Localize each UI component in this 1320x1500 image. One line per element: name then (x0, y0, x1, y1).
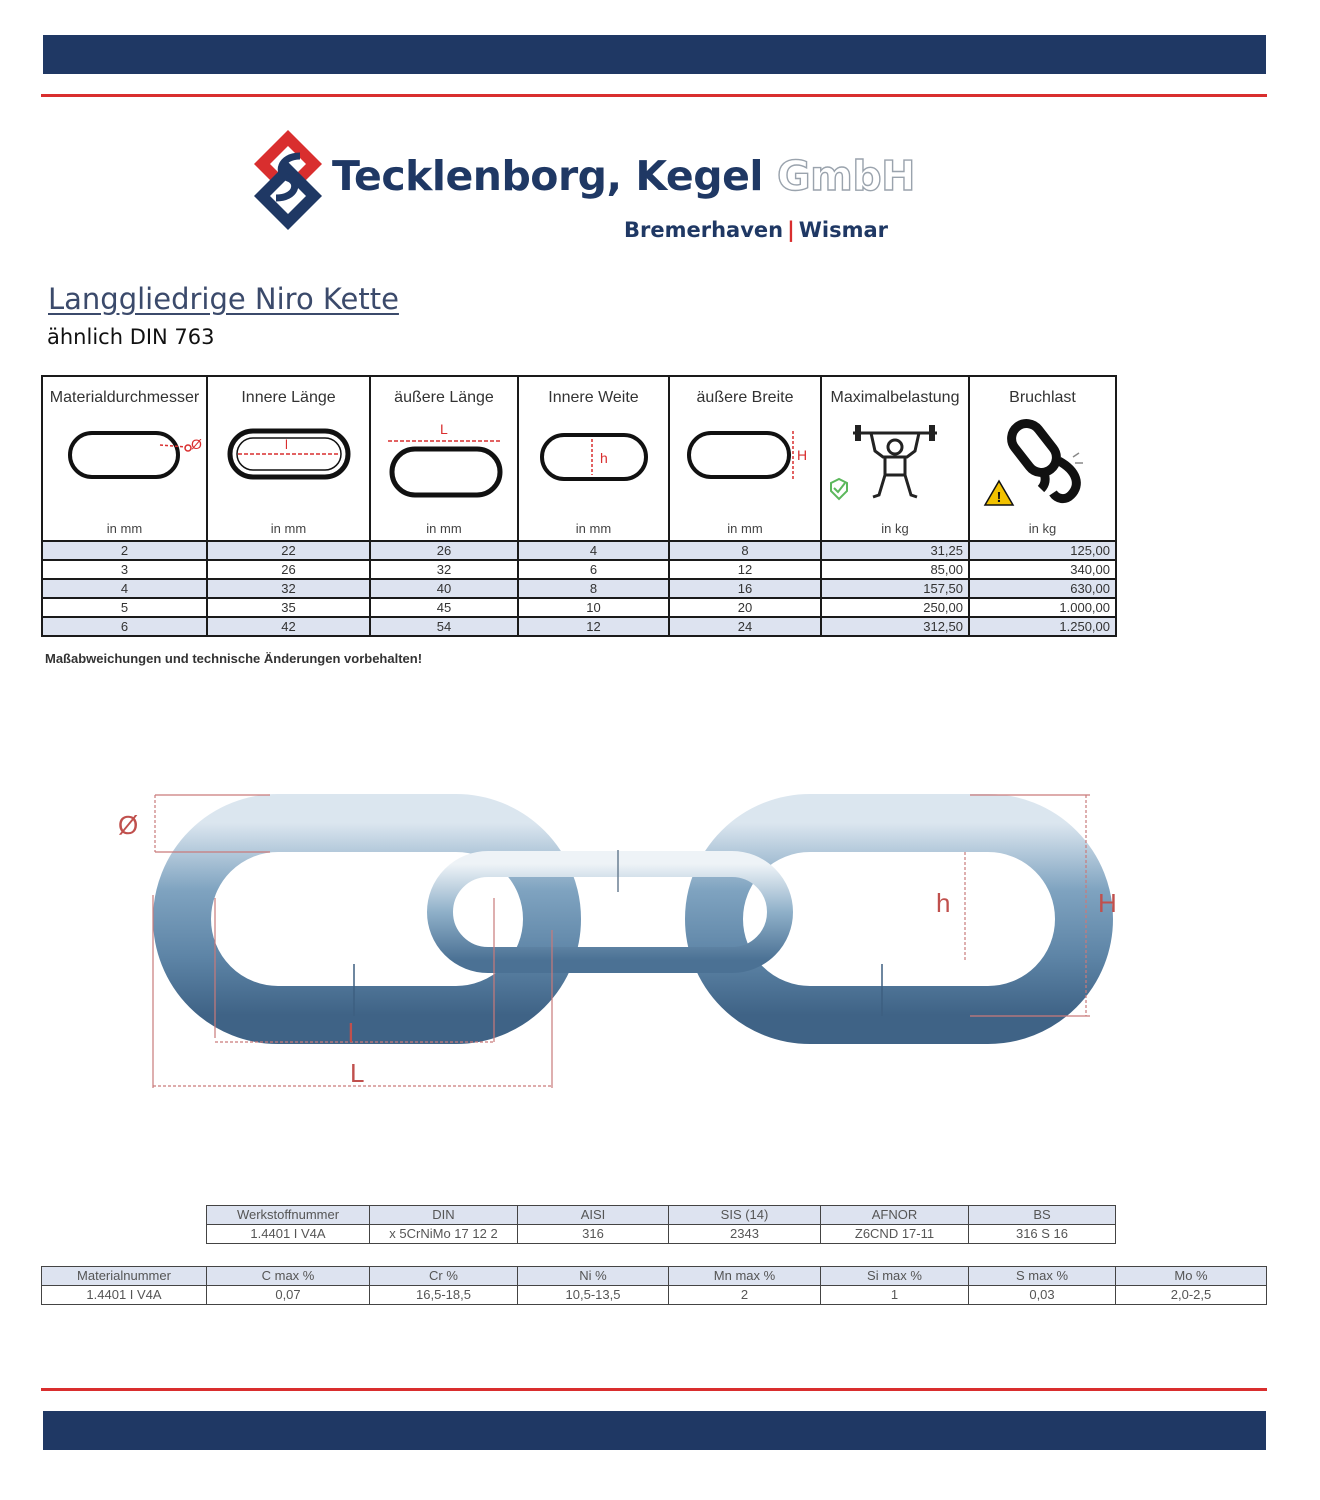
chain-dimension-diagram (110, 780, 1130, 1100)
column-header-aeussere-laenge (370, 376, 518, 541)
broken-chain-icon (973, 421, 1113, 511)
company-name (332, 152, 915, 200)
table-row (42, 617, 1116, 636)
column-header-aeussere-breite (669, 376, 821, 541)
column-header-label: Bruchlast (1009, 389, 1076, 406)
header-ni: Ni % (518, 1267, 669, 1286)
header-c-max: C max % (207, 1267, 370, 1286)
cell-inner-width: 12 (518, 617, 669, 636)
value-sis: 2343 (669, 1225, 821, 1244)
label-inner-length: l (348, 1018, 354, 1048)
cell-diameter: 3 (42, 560, 207, 579)
cell-outer-length: 26 (370, 541, 518, 560)
material-composition-table (41, 1266, 1267, 1305)
weightlifter-icon (825, 421, 965, 511)
column-unit: in kg (1028, 521, 1057, 536)
column-unit: in mm (426, 521, 462, 536)
value-afnor: Z6CND 17-11 (821, 1225, 969, 1244)
location-separator: | (787, 218, 795, 242)
cell-outer-length: 54 (370, 617, 518, 636)
label-inner-width: h (936, 888, 951, 918)
value-bs: 316 S 16 (969, 1225, 1116, 1244)
company-locations (624, 218, 888, 242)
cell-outer-width: 20 (669, 598, 821, 617)
company-suffix: GmbH (776, 152, 915, 200)
cell-inner-width: 6 (518, 560, 669, 579)
column-header-label: Innere Weite (548, 389, 639, 406)
location-wismar: Wismar (798, 218, 889, 242)
column-header-label: Maximalbelastung (830, 389, 960, 406)
inner-width-marker: h (599, 450, 608, 466)
cell-breaking-load: 340,00 (969, 560, 1116, 579)
column-unit: in mm (727, 521, 763, 536)
cell-inner-length: 22 (207, 541, 370, 560)
header-afnor: AFNOR (821, 1206, 969, 1225)
cell-diameter: 6 (42, 617, 207, 636)
link-outer-length-icon (374, 421, 514, 501)
cell-max-load: 85,00 (821, 560, 969, 579)
value-s-max: 0,03 (969, 1286, 1116, 1305)
cell-inner-width: 4 (518, 541, 669, 560)
value-c-max: 0,07 (207, 1286, 370, 1305)
link-outer-width-icon (675, 421, 815, 491)
column-header-innere-weite (518, 376, 669, 541)
cell-outer-width: 12 (669, 560, 821, 579)
column-header-maximalbelastung (821, 376, 969, 541)
cell-max-load: 312,50 (821, 617, 969, 636)
product-subtitle: ähnlich DIN 763 (47, 325, 215, 349)
cell-diameter: 5 (42, 598, 207, 617)
cell-outer-width: 8 (669, 541, 821, 560)
cell-outer-length: 40 (370, 579, 518, 598)
value-materialnummer: 1.4401 I V4A (42, 1286, 207, 1305)
column-unit: in mm (106, 521, 143, 536)
outer-width-marker: H (797, 447, 808, 463)
column-unit: in mm (270, 521, 307, 536)
column-unit: in mm (575, 521, 612, 536)
werkstoff-table (206, 1205, 1116, 1244)
cell-outer-length: 45 (370, 598, 518, 617)
cell-max-load: 157,50 (821, 579, 969, 598)
value-aisi: 316 (518, 1225, 669, 1244)
werkstoff-header-row (207, 1206, 1116, 1225)
table-row (42, 560, 1116, 579)
cell-diameter: 4 (42, 579, 207, 598)
column-header-label: äußere Breite (696, 389, 794, 406)
inner-length-marker: l (284, 437, 288, 452)
cell-outer-width: 24 (669, 617, 821, 636)
cell-inner-length: 35 (207, 598, 370, 617)
cell-breaking-load: 630,00 (969, 579, 1116, 598)
header-red-line (41, 94, 1267, 97)
company-name-text: Tecklenborg, Kegel (332, 152, 763, 200)
label-diameter: Ø (118, 810, 139, 840)
value-cr: 16,5-18,5 (370, 1286, 518, 1305)
value-mo: 2,0-2,5 (1116, 1286, 1267, 1305)
column-header-innere-laenge (207, 376, 370, 541)
product-title: Langgliedrige Niro Kette (48, 282, 399, 316)
spec-table-header-row (42, 376, 1116, 541)
location-bremerhaven: Bremerhaven (624, 218, 784, 242)
label-outer-length: L (350, 1058, 365, 1088)
footer-red-line (41, 1388, 1267, 1391)
column-header-bruchlast (969, 376, 1116, 541)
link-diameter-icon (50, 421, 200, 491)
cell-inner-width: 8 (518, 579, 669, 598)
table-row (207, 1225, 1116, 1244)
label-outer-width: H (1098, 888, 1117, 918)
value-werkstoffnummer: 1.4401 I V4A (207, 1225, 370, 1244)
table-row (42, 1286, 1267, 1305)
column-header-label: Innere Länge (241, 389, 336, 406)
column-unit: in kg (881, 521, 909, 536)
cell-inner-length: 26 (207, 560, 370, 579)
header-mo: Mo % (1116, 1267, 1267, 1286)
cell-outer-width: 16 (669, 579, 821, 598)
table-row (42, 541, 1116, 560)
value-mn-max: 2 (669, 1286, 821, 1305)
header-din: DIN (370, 1206, 518, 1225)
header-bs: BS (969, 1206, 1116, 1225)
footer-bar (43, 1411, 1266, 1450)
cell-max-load: 250,00 (821, 598, 969, 617)
table-row (42, 598, 1116, 617)
column-header-label: äußere Länge (394, 389, 494, 406)
outer-length-marker: L (440, 421, 448, 437)
column-header-label: Materialdurchmesser (49, 389, 200, 406)
disclaimer-note: Maßabweichungen und technische Änderungen vorbehalten! (45, 651, 423, 666)
diameter-marker: Ø (190, 436, 202, 452)
cell-breaking-load: 1.250,00 (969, 617, 1116, 636)
company-logo (250, 126, 930, 256)
link-inner-width-icon (524, 421, 664, 491)
cell-inner-width: 10 (518, 598, 669, 617)
cell-breaking-load: 125,00 (969, 541, 1116, 560)
material-header-row (42, 1267, 1267, 1286)
table-row (42, 579, 1116, 598)
header-bar (43, 35, 1266, 74)
cell-breaking-load: 1.000,00 (969, 598, 1116, 617)
header-s-max: S max % (969, 1267, 1116, 1286)
value-ni: 10,5-13,5 (518, 1286, 669, 1305)
column-header-materialdurchmesser (42, 376, 207, 541)
header-sis: SIS (14) (669, 1206, 821, 1225)
svg-text:!: ! (996, 489, 1001, 506)
value-si-max: 1 (821, 1286, 969, 1305)
header-mn-max: Mn max % (669, 1267, 821, 1286)
cell-inner-length: 42 (207, 617, 370, 636)
link-inner-length-icon (214, 421, 364, 491)
cell-outer-length: 32 (370, 560, 518, 579)
value-din: x 5CrNiMo 17 12 2 (370, 1225, 518, 1244)
cell-inner-length: 32 (207, 579, 370, 598)
header-cr: Cr % (370, 1267, 518, 1286)
spec-table (41, 375, 1117, 637)
header-werkstoffnummer: Werkstoffnummer (207, 1206, 370, 1225)
cell-max-load: 31,25 (821, 541, 969, 560)
header-materialnummer: Materialnummer (42, 1267, 207, 1286)
cell-diameter: 2 (42, 541, 207, 560)
company-logo-mark-icon (250, 126, 330, 236)
header-si-max: Si max % (821, 1267, 969, 1286)
header-aisi: AISI (518, 1206, 669, 1225)
